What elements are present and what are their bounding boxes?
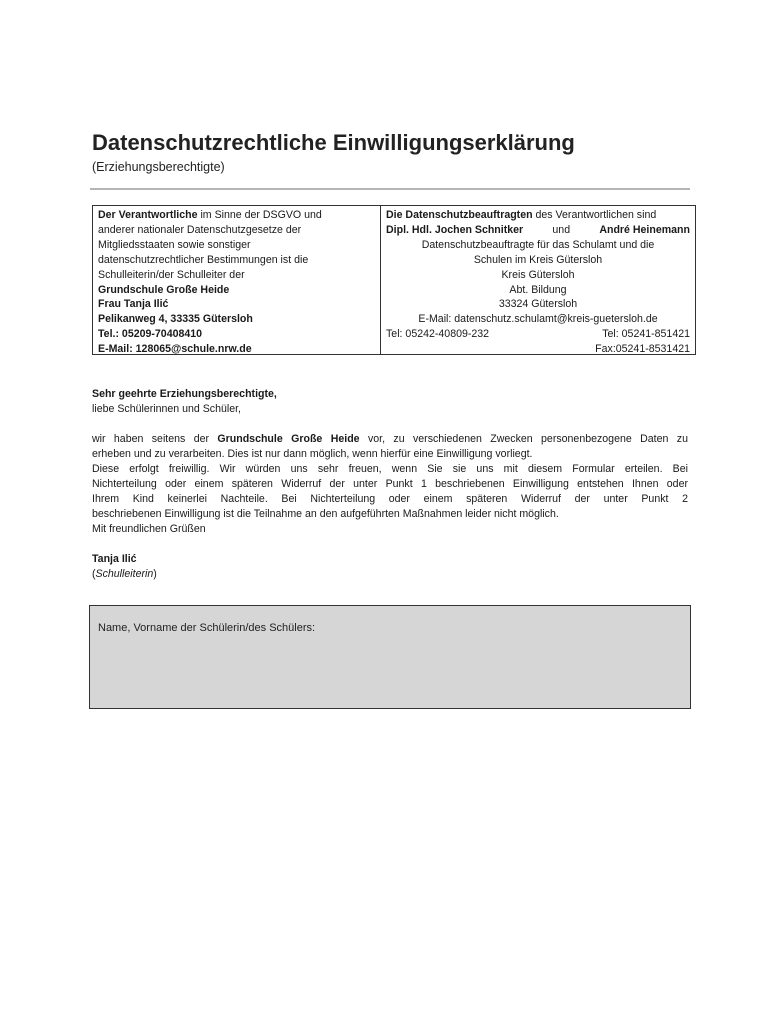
dpo-heading-rest: des Verantwortlichen sind [532,209,657,221]
paragraph-text: wir haben seitens der [92,433,218,445]
letter-paragraph-line: beschriebenen Einwilligung ist die Teilnahme an den aufgeführten Maßnahmen leider nicht möglich. [92,508,559,520]
controller-email: E-Mail: 128065@schule.nrw.de [98,343,252,356]
controller-phone: Tel.: 05209-70408410 [98,328,203,341]
dpo-tel-left: Tel: 05242-40809-232 [386,328,490,341]
dpo-text-line: 33324 Gütersloh [498,298,578,311]
letter-closing: Mit freundlichen Grüßen [92,523,206,535]
letter-body [92,387,688,582]
letter-paragraph-line: Diese erfolgt freiwillig. Wir würden uns sehr freuen, wenn Sie sie uns mit diesem Formular erteilen. Bei [92,463,688,475]
letter-paragraph-line: Nichterteilung oder einem späteren Widerruf der unter Punkt 1 beschriebenen Einwilligung entstehen Ihnen oder [92,478,688,490]
paragraph-text: vor, zu verschiedenen Zwecken personenbezogene Daten zu [359,433,688,445]
contact-table [92,205,696,355]
dpo-fax: Fax:05241-8531421 [595,343,690,356]
letter-paragraph-line: Ihrem Kind keinerlei Nachteile. Bei Nichterteilung oder einem späteren Widerruf der unter Punkt 2 [92,493,688,505]
controller-heading: Der Verantwortliche [98,209,198,221]
controller-school: Grundschule Große Heide [98,283,230,296]
dpo-name-1: Dipl. Hdl. Jochen Schnitker [386,223,524,236]
dpo-text-line: Abt. Bildung [509,283,567,296]
signer-name: Tanja Ilić [92,553,137,565]
controller-cell [93,206,381,354]
dpo-heading: Die Datenschutzbeauftragten [386,209,533,221]
dpo-email: E-Mail: datenschutz.schulamt@kreis-guetersloh.de [418,313,658,326]
signer-role: Schulleiterin [95,568,154,580]
controller-heading-rest: im Sinne der DSGVO und [197,209,322,221]
role-paren: ( [92,568,96,580]
controller-text-line: anderer nationaler Datenschutzgesetze der [98,223,302,236]
dpo-and: und [552,223,571,236]
dpo-name-2: André Heinemann [599,223,690,236]
dpo-text-line: Datenschutzbeauftragte für das Schulamt und die [421,238,655,251]
dpo-text-line: Kreis Gütersloh [501,268,575,281]
letter-paragraph-line [92,432,688,447]
letter-greeting: liebe Schülerinnen und Schüler, [92,403,242,415]
page-title: Datenschutzrechtliche Einwilligungserklärung [92,130,575,155]
student-name-label: Name, Vorname der Schülerin/des Schülers: [98,622,316,634]
role-paren: ) [153,568,157,580]
signer-role-line [92,567,688,582]
controller-text-line: datenschutzrechtlicher Bestimmungen ist die [98,253,309,266]
dpo-text-line: Schulen im Kreis Gütersloh [473,253,603,266]
controller-person: Frau Tanja Ilić [98,298,169,311]
dpo-tel-right: Tel: 05241-851421 [602,328,690,341]
page-subtitle: (Erziehungsberechtigte) [92,160,225,174]
title-divider [90,188,690,190]
letter-salutation: Sehr geehrte Erziehungsberechtigte, [92,388,277,400]
controller-address: Pelikanweg 4, 33335 Gütersloh [98,313,253,326]
school-name: Grundschule Große Heide [217,433,360,445]
letter-paragraph-line: erheben und zu verarbeiten. Dies ist nur dann möglich, wenn hierfür eine Einwilligung vorliegt. [92,448,533,460]
student-name-field[interactable] [89,605,691,709]
controller-text-line: Mitgliedsstaaten sowie sonstiger [98,238,251,251]
dpo-cell [381,206,695,354]
controller-text-line: Schulleiterin/der Schulleiter der [98,268,245,281]
